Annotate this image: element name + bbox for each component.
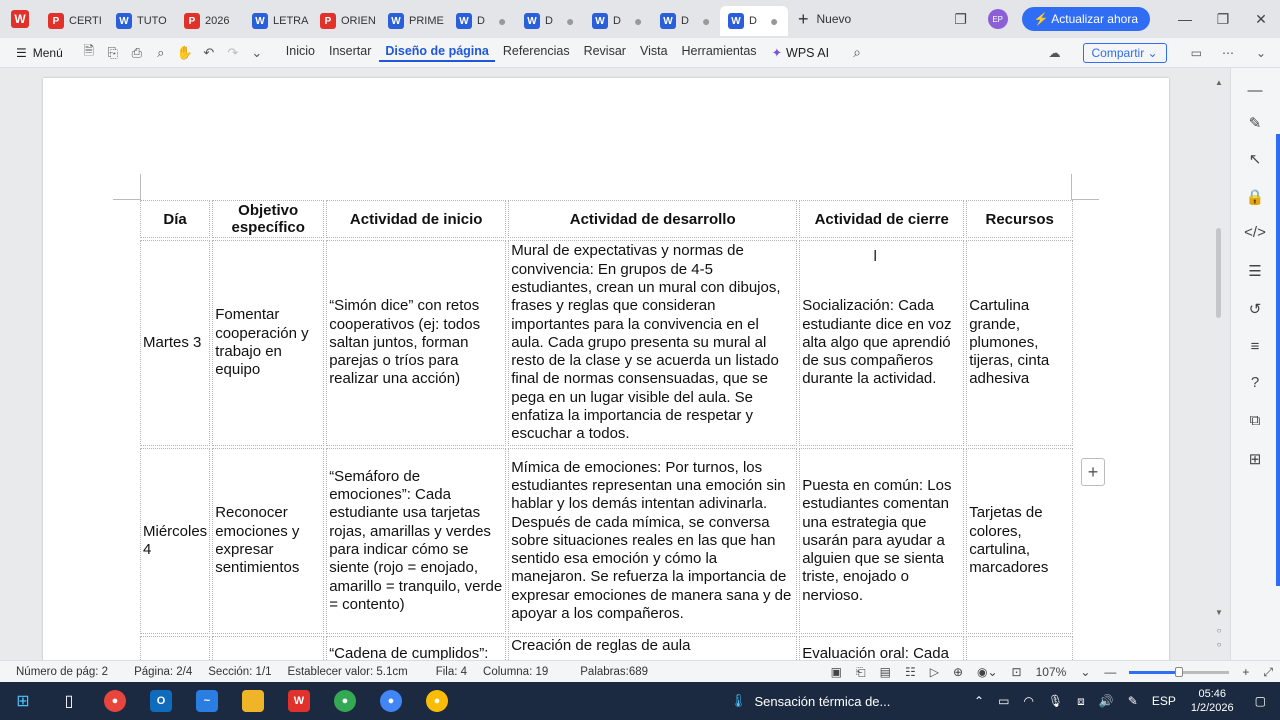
table-header-row bbox=[140, 200, 1073, 238]
document-tab[interactable] bbox=[380, 6, 448, 36]
quick-access-toolbar bbox=[77, 42, 269, 64]
zoom-in-icon[interactable]: + bbox=[1242, 665, 1250, 679]
cell-start[interactable]: “Semáforo de emociones”: Cada estudiante usa tarjetas rojas, amarillas y verdes para indicar cómo se siente (rojo = enojado, amarillo = tranquilo, verde = contento) bbox=[326, 448, 506, 634]
taskbar bbox=[0, 682, 1280, 720]
wps-ai-label: WPS AI bbox=[786, 45, 830, 60]
wifi-icon[interactable]: ◠ bbox=[1023, 694, 1034, 708]
cell-objective[interactable]: Fomentar cooperación y trabajo en equipo bbox=[212, 240, 324, 446]
wps-logo-icon: W bbox=[11, 10, 29, 28]
wps-taskbar-icon[interactable] bbox=[276, 682, 322, 720]
cell-closing[interactable]: Socialización: Cada estudiante dice en voz alta algo que aprendió de sus compañeros durante la actividad. bbox=[799, 240, 964, 446]
cell-objective[interactable]: Reconocer emociones y expresar sentimientos bbox=[212, 448, 324, 634]
notifications-icon[interactable]: ▢ bbox=[1254, 694, 1266, 708]
column-status[interactable]: Columna: 19 bbox=[483, 665, 549, 678]
cell-objective[interactable] bbox=[212, 636, 324, 660]
document-tabs bbox=[40, 2, 788, 36]
wps-logo[interactable] bbox=[0, 0, 40, 38]
code-icon[interactable]: </> bbox=[1244, 224, 1266, 241]
fit-page-icon[interactable]: ⊡ bbox=[1011, 665, 1022, 679]
cell-day[interactable]: Miércoles 4 bbox=[140, 448, 210, 634]
weather-label: Sensación térmica de... bbox=[754, 693, 891, 709]
pen-tray-icon[interactable]: ✎ bbox=[1127, 694, 1138, 708]
wps-ai-button[interactable] bbox=[772, 45, 830, 60]
ribbon-tab[interactable]: Insertar bbox=[328, 43, 372, 58]
outlook-logo: O bbox=[150, 690, 172, 712]
help-icon[interactable]: ? bbox=[1250, 374, 1260, 391]
close-button[interactable]: ✕ bbox=[1255, 10, 1267, 27]
system-tray bbox=[967, 682, 1280, 720]
word-file-icon: W bbox=[524, 13, 540, 29]
cell-resources[interactable]: Cartulina grande, plumones, tijeras, cinta adhesiva bbox=[966, 240, 1073, 446]
share-label: Compartir bbox=[1091, 46, 1145, 60]
unsaved-dot-icon[interactable]: ● bbox=[701, 13, 711, 29]
outline-view-icon[interactable]: ☷ bbox=[904, 665, 916, 679]
ribbon-tab[interactable]: Revisar bbox=[583, 43, 626, 58]
cell-development[interactable]: Mímica de emociones: Por turnos, los estudiantes representan una emoción sin hablar y los demás intentan adivinarla. Después de cada mímica, se conversa sobre situaciones reales en las que han sentido esa emoción y cómo la manejaron. Se refuerza la importancia de expresar emociones de manera sana y de apoyar a los compañeros. bbox=[508, 448, 797, 634]
cloud-icon[interactable]: ☁ bbox=[1048, 46, 1061, 60]
unsaved-dot-icon[interactable]: ● bbox=[633, 13, 643, 29]
prev-page-icon[interactable]: ○ bbox=[1216, 626, 1222, 635]
share-button[interactable]: Compartir ⌄ bbox=[1083, 43, 1167, 63]
select-arrow-icon[interactable]: ↖ bbox=[1248, 151, 1262, 168]
word-file-icon: W bbox=[252, 13, 268, 29]
tab-label: D bbox=[545, 15, 553, 27]
word-file-icon: W bbox=[728, 13, 744, 29]
export-pdf-icon[interactable]: ⎘ bbox=[107, 44, 118, 60]
new-tab-label: Nuevo bbox=[816, 12, 852, 26]
tab-label: PRIME bbox=[409, 15, 444, 27]
reading-mode-icon[interactable]: ⎗ bbox=[856, 664, 866, 679]
weather-widget[interactable] bbox=[730, 693, 890, 709]
whiteboard-icon[interactable] bbox=[184, 682, 230, 720]
section-status[interactable]: Sección: 1/1 bbox=[208, 665, 272, 678]
row-status[interactable]: Fila: 4 bbox=[435, 665, 468, 678]
volume-icon[interactable]: 🔊 bbox=[1098, 694, 1114, 708]
cell-closing[interactable]: Evaluación oral: Cada bbox=[799, 636, 964, 660]
tab-label: LETRA bbox=[273, 15, 309, 27]
tab-label: 2026 bbox=[205, 15, 230, 27]
outline-icon[interactable]: ≡ bbox=[1250, 338, 1260, 355]
folder-logo bbox=[242, 690, 264, 712]
word-count-status[interactable]: Palabras:689 bbox=[580, 665, 649, 678]
upgrade-label: Actualizar ahora bbox=[1051, 12, 1138, 26]
tab-label: D bbox=[681, 15, 689, 27]
language-indicator[interactable]: ESP bbox=[1151, 694, 1176, 708]
tab-list-icon[interactable]: ❐ bbox=[954, 10, 967, 27]
whiteboard-logo: ~ bbox=[196, 690, 218, 712]
unsaved-dot-icon[interactable]: ● bbox=[769, 13, 779, 29]
panel-accent-bar bbox=[1276, 134, 1280, 586]
cell-development[interactable]: Mural de expectativas y normas de convivencia: En grupos de 4-5 estudiantes, crean un mural con dibujos, frases y reglas que consideran importantes para la convivencia en el aula. Cada grupo presenta su mural al resto de la clase y se acuerda un listado final de normas consensuadas, que se pega en un lugar visible del aula. Se enfatiza la importancia de respetar y escuchar a todos. bbox=[508, 240, 797, 446]
header-objective[interactable]: Objetivo específico bbox=[212, 200, 324, 238]
sparkle-icon: ✦ bbox=[771, 46, 783, 60]
search-icon[interactable]: ⌕ bbox=[853, 44, 861, 60]
ribbon-tab[interactable]: Vista bbox=[639, 43, 668, 58]
document-tab[interactable] bbox=[312, 6, 380, 36]
pdf-file-icon: P bbox=[320, 13, 336, 29]
page-number-status[interactable]: Número de pág: 2 bbox=[16, 665, 109, 678]
print-layout-icon[interactable]: ▤ bbox=[879, 665, 891, 679]
layout-icon[interactable]: ▭ bbox=[1190, 46, 1202, 60]
text-cursor-icon: I bbox=[873, 248, 878, 265]
set-value-status[interactable]: Establecer valor: 5.1cm bbox=[287, 665, 408, 678]
redo-icon[interactable]: ↷ bbox=[227, 44, 239, 60]
history-icon[interactable]: ↺ bbox=[1248, 301, 1262, 318]
document-tab[interactable] bbox=[176, 6, 244, 36]
add-row-button[interactable]: + bbox=[1081, 458, 1105, 486]
tab-label: ORIEN bbox=[341, 15, 376, 27]
upgrade-button[interactable]: ⚡ Actualizar ahora bbox=[1022, 7, 1150, 31]
zoom-slider[interactable] bbox=[1129, 671, 1229, 674]
menu-label: Menú bbox=[32, 45, 63, 60]
chrome-profile3-logo: ● bbox=[426, 690, 448, 712]
lesson-plan-table[interactable] bbox=[138, 198, 1075, 660]
zoom-slider-fill bbox=[1129, 671, 1179, 674]
wps-taskbar-logo: W bbox=[288, 690, 310, 712]
more-options-icon[interactable]: ⋯ bbox=[1221, 46, 1234, 60]
document-tab[interactable] bbox=[516, 6, 584, 36]
zoom-slider-knob[interactable] bbox=[1175, 667, 1183, 677]
restore-button[interactable]: ❐ bbox=[1216, 10, 1230, 27]
cell-start[interactable]: “Simón dice” con retos cooperativos (ej: todos saltan juntos, forman parejas o tríos para realizar una acción) bbox=[326, 240, 506, 446]
undo-icon[interactable]: ↶ bbox=[203, 44, 215, 60]
cell-resources[interactable] bbox=[966, 636, 1073, 660]
header-closing[interactable]: Actividad de cierre bbox=[799, 200, 964, 238]
margin-corner-left bbox=[113, 174, 141, 200]
chrome-profile-logo: ● bbox=[334, 690, 356, 712]
document-tab[interactable] bbox=[652, 6, 720, 36]
ribbon-right bbox=[1049, 38, 1280, 68]
word-file-icon: W bbox=[116, 13, 132, 29]
pen-icon[interactable]: ✎ bbox=[1248, 115, 1262, 132]
clock-date: 1/2/2026 bbox=[1190, 702, 1234, 714]
document-tab[interactable] bbox=[584, 6, 652, 36]
scrollbar-thumb[interactable] bbox=[1216, 228, 1221, 318]
cell-closing[interactable]: Puesta en común: Los estudiantes comentan una estrategia que usarán para ayudar a alguien que se sienta triste, enojado o nervioso. bbox=[799, 448, 964, 634]
chrome-profile-icon[interactable] bbox=[322, 682, 368, 720]
word-file-icon: W bbox=[388, 13, 404, 29]
status-right bbox=[824, 661, 1280, 683]
header-start[interactable]: Actividad de inicio bbox=[326, 200, 506, 238]
format-painter-icon[interactable]: ✋ bbox=[176, 44, 193, 60]
focus-mode-icon[interactable]: ▣ bbox=[830, 665, 842, 679]
battery-icon[interactable]: ▭ bbox=[998, 694, 1010, 708]
chrome-profile2-logo: ● bbox=[380, 690, 402, 712]
cell-start[interactable]: “Cadena de cumplidos”: bbox=[326, 636, 506, 660]
cell-day[interactable] bbox=[140, 636, 210, 660]
print-preview-icon[interactable]: ⌕ bbox=[157, 44, 165, 60]
windows-start-icon[interactable]: ⊞ bbox=[16, 693, 30, 710]
vertical-scrollbar[interactable] bbox=[1214, 78, 1224, 658]
pdf-file-icon: P bbox=[184, 13, 200, 29]
document-tab[interactable] bbox=[108, 6, 176, 36]
page-status[interactable]: Página: 2/4 bbox=[134, 665, 193, 678]
new-tab-button[interactable] bbox=[798, 9, 851, 30]
collapse-ribbon-icon[interactable]: ⌄ bbox=[1255, 46, 1266, 60]
clock-time: 05:46 bbox=[1198, 688, 1226, 700]
document-tab[interactable] bbox=[448, 6, 516, 36]
eye-protection-icon[interactable]: ◉⌄ bbox=[977, 665, 998, 679]
tab-bar bbox=[0, 0, 1280, 38]
unsaved-dot-icon[interactable]: ● bbox=[565, 13, 575, 29]
lock-icon[interactable]: 🔒 bbox=[1245, 189, 1265, 206]
window-controls bbox=[942, 0, 1280, 38]
hamburger-icon: ☰ bbox=[16, 45, 27, 60]
task-view-icon[interactable]: ▯ bbox=[64, 693, 74, 710]
ribbon-tab[interactable]: Herramientas bbox=[681, 43, 757, 58]
minimize-panel-icon[interactable]: — bbox=[1247, 82, 1263, 99]
copy-icon[interactable]: ⧉ bbox=[1249, 412, 1261, 429]
tray-chevron-icon[interactable]: ⌃ bbox=[974, 694, 985, 708]
next-page-icon[interactable]: ○ bbox=[1216, 640, 1222, 649]
microphone-icon[interactable]: 🎙 bbox=[1047, 694, 1064, 708]
menu-button[interactable] bbox=[0, 46, 77, 60]
word-file-icon: W bbox=[592, 13, 608, 29]
word-file-icon: W bbox=[660, 13, 676, 29]
cell-day[interactable]: Martes 3 bbox=[140, 240, 210, 446]
fullscreen-icon[interactable]: ⤢ bbox=[1263, 664, 1273, 679]
cell-development[interactable]: Creación de reglas de aula bbox=[508, 636, 797, 660]
grid-icon[interactable]: ⊞ bbox=[1248, 451, 1262, 468]
chrome-icon[interactable] bbox=[92, 682, 138, 720]
header-day[interactable]: Día bbox=[140, 200, 210, 238]
plus-icon: + bbox=[798, 8, 809, 29]
status-bar bbox=[0, 660, 1280, 682]
web-layout-icon[interactable]: ⊕ bbox=[952, 665, 964, 679]
zoom-level[interactable]: 107% bbox=[1035, 665, 1067, 679]
table-row bbox=[140, 448, 1073, 634]
scroll-up-icon[interactable]: ▲ bbox=[1215, 78, 1223, 87]
tab-label: TUTO bbox=[137, 15, 167, 27]
table-row bbox=[140, 240, 1073, 446]
table-row bbox=[140, 636, 1073, 660]
tab-label: D bbox=[613, 15, 621, 27]
minimize-button[interactable]: — bbox=[1178, 11, 1192, 27]
clock[interactable] bbox=[1191, 687, 1234, 715]
ribbon-tab[interactable]: Inicio bbox=[285, 43, 315, 58]
document-page[interactable] bbox=[43, 78, 1169, 660]
scroll-down-icon[interactable]: ▼ bbox=[1215, 608, 1223, 617]
outlook-icon[interactable] bbox=[138, 682, 184, 720]
save-icon[interactable]: 🗎 bbox=[83, 42, 95, 58]
header-resources[interactable]: Recursos bbox=[966, 200, 1073, 238]
ribbon-tabs bbox=[279, 44, 764, 62]
ribbon-tab[interactable]: Diseño de página bbox=[379, 44, 495, 62]
cell-resources[interactable]: Tarjetas de colores, cartulina, marcadores bbox=[966, 448, 1073, 634]
pdf-file-icon: P bbox=[48, 13, 64, 29]
file-explorer-icon[interactable] bbox=[230, 682, 276, 720]
chrome-profile3-icon[interactable] bbox=[414, 682, 460, 720]
avatar[interactable]: EP bbox=[988, 9, 1008, 29]
play-icon[interactable]: ▷ bbox=[929, 665, 939, 679]
margin-corner-right bbox=[1071, 174, 1099, 200]
tab-label: D bbox=[749, 15, 757, 27]
document-tab[interactable] bbox=[40, 6, 108, 36]
ribbon-tab[interactable]: Referencias bbox=[502, 43, 570, 58]
more-chevron-icon[interactable]: ⌄ bbox=[251, 44, 263, 60]
print-icon[interactable]: ⎙ bbox=[131, 44, 142, 60]
word-file-icon: W bbox=[456, 13, 472, 29]
tab-label: CERTI bbox=[69, 15, 102, 27]
ribbon bbox=[0, 38, 1280, 68]
unsaved-dot-icon[interactable]: ● bbox=[497, 13, 507, 29]
adjust-sliders-icon[interactable]: ☰ bbox=[1248, 263, 1262, 280]
tab-label: D bbox=[477, 15, 485, 27]
zoom-dropdown-icon[interactable]: ⌄ bbox=[1080, 665, 1091, 679]
document-tab[interactable] bbox=[720, 6, 788, 36]
document-area bbox=[0, 68, 1228, 660]
chrome-profile2-icon[interactable] bbox=[368, 682, 414, 720]
right-tool-panel bbox=[1230, 68, 1280, 660]
thermometer-icon: 🌡 bbox=[730, 693, 747, 708]
document-tab[interactable] bbox=[244, 6, 312, 36]
header-development[interactable]: Actividad de desarrollo bbox=[508, 200, 797, 238]
zoom-out-icon[interactable]: — bbox=[1104, 665, 1117, 679]
camera-icon[interactable]: ⧈ bbox=[1077, 693, 1085, 708]
chrome-logo: ● bbox=[104, 690, 126, 712]
